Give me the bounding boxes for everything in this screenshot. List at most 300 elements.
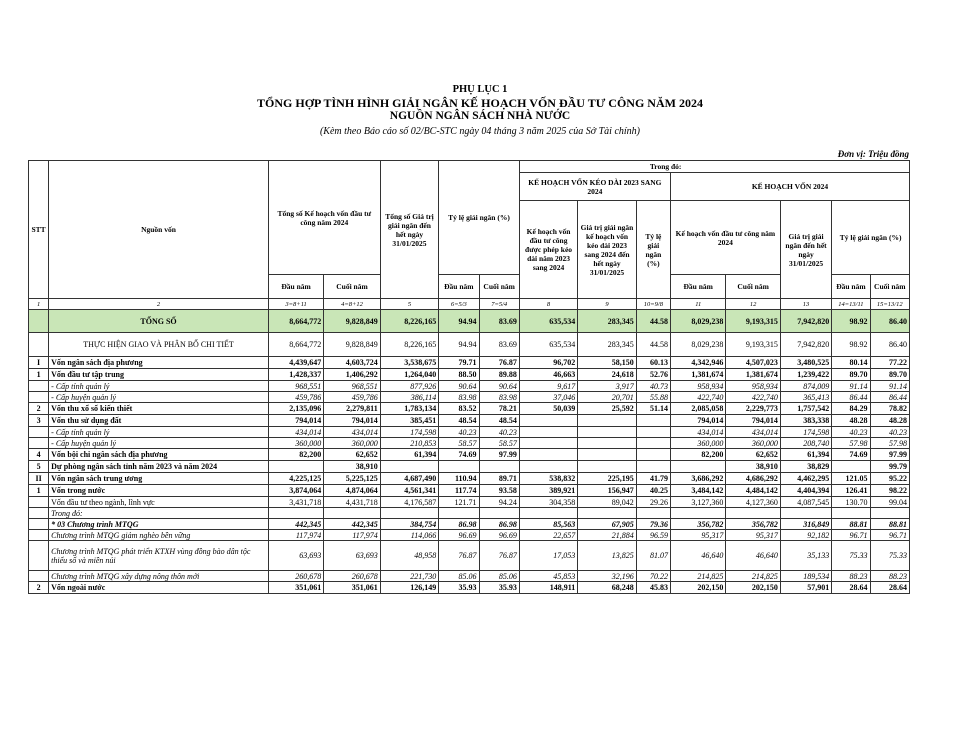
value-cell: 83.52 — [439, 403, 479, 415]
value-cell — [479, 461, 519, 473]
value-cell: 3,538,675 — [380, 357, 438, 369]
value-cell: 351,061 — [324, 582, 380, 594]
value-cell: 13,825 — [578, 541, 636, 571]
col-plan-value: Giá trị giải ngân đến hết ngày 31/01/2025 — [780, 201, 831, 299]
value-cell — [479, 508, 519, 519]
source-name-cell: Vốn trong nước — [49, 485, 269, 497]
value-cell: 1,381,674 — [726, 369, 780, 381]
value-cell: 35,133 — [780, 541, 831, 571]
value-cell — [519, 415, 577, 427]
value-cell — [636, 508, 670, 519]
value-cell: 67,905 — [578, 519, 636, 530]
stt-cell: I — [29, 357, 49, 369]
value-cell: 51.14 — [636, 403, 670, 415]
value-cell: 442,345 — [324, 519, 380, 530]
value-cell: 5,225,125 — [324, 473, 380, 485]
value-cell: 434,014 — [726, 427, 780, 438]
value-cell: 877,926 — [380, 381, 438, 392]
value-cell: 95.22 — [870, 473, 909, 485]
value-cell: 4,603,724 — [324, 357, 380, 369]
value-cell: 3,874,064 — [268, 485, 323, 497]
stt-cell — [29, 508, 49, 519]
value-cell: 86.40 — [870, 333, 909, 357]
value-cell: 794,014 — [268, 415, 323, 427]
value-cell — [578, 508, 636, 519]
value-cell: 83.98 — [439, 392, 479, 403]
source-name-cell: TỔNG SỐ — [49, 310, 269, 333]
source-name-cell: Vốn thu xổ số kiến thiết — [49, 403, 269, 415]
source-name-cell: Vốn ngân sách địa phương — [49, 357, 269, 369]
value-cell: 7,942,820 — [780, 310, 831, 333]
table-row — [29, 473, 910, 485]
index-cell: 6=5/3 — [439, 299, 479, 310]
index-cell: 7=5/4 — [479, 299, 519, 310]
value-cell — [636, 449, 670, 461]
value-cell: 3,686,292 — [671, 473, 726, 485]
table-row — [29, 438, 910, 449]
table-row — [29, 381, 910, 392]
value-cell: 89.88 — [479, 369, 519, 381]
value-cell: 44.58 — [636, 333, 670, 357]
report-title: TỔNG HỢP TÌNH HÌNH GIẢI NGÂN KẾ HOẠCH VỐN ĐẦU TƯ CÔNG NĂM 2024 — [257, 96, 703, 110]
value-cell: 9,617 — [519, 381, 577, 392]
value-cell: 35.93 — [439, 582, 479, 594]
value-cell: 189,534 — [780, 571, 831, 582]
value-cell: 4,484,142 — [726, 485, 780, 497]
value-cell: 48,958 — [380, 541, 438, 571]
value-cell: 89.70 — [870, 369, 909, 381]
table-row — [29, 392, 910, 403]
source-name-cell: Vốn ngoài nước — [49, 582, 269, 594]
value-cell: 40.25 — [636, 485, 670, 497]
value-cell: 25,592 — [578, 403, 636, 415]
value-cell: 88.81 — [870, 519, 909, 530]
value-cell: 4,687,490 — [380, 473, 438, 485]
index-cell: 10=9/8 — [636, 299, 670, 310]
value-cell: 1,239,422 — [780, 369, 831, 381]
value-cell: 2,085,058 — [671, 403, 726, 415]
value-cell: 76.87 — [479, 357, 519, 369]
stt-cell: 2 — [29, 582, 49, 594]
value-cell: 60.13 — [636, 357, 670, 369]
value-cell: 80.14 — [832, 357, 870, 369]
disbursement-table — [28, 160, 910, 594]
value-cell: 55.88 — [636, 392, 670, 403]
value-cell: 84.29 — [832, 403, 870, 415]
table-row — [29, 485, 910, 497]
value-cell: 82,200 — [268, 449, 323, 461]
value-cell: 434,014 — [324, 427, 380, 438]
report-note: (Kèm theo Báo cáo số 02/BC-STC ngày 04 tháng 3 năm 2025 của Sở Tài chính) — [319, 126, 641, 137]
value-cell: 85.06 — [439, 571, 479, 582]
value-cell — [439, 508, 479, 519]
stt-cell — [29, 497, 49, 508]
value-cell: 4,507,023 — [726, 357, 780, 369]
value-cell — [671, 508, 726, 519]
table-row — [29, 403, 910, 415]
value-cell: 121.71 — [439, 497, 479, 508]
value-cell: 283,345 — [578, 310, 636, 333]
value-cell: 174,598 — [780, 427, 831, 438]
value-cell — [636, 427, 670, 438]
appendix-label: PHỤ LỤC 1 — [452, 84, 508, 95]
index-cell: 2 — [49, 299, 269, 310]
stt-cell — [29, 381, 49, 392]
col-end: Cuối năm — [479, 275, 519, 299]
value-cell: 96.69 — [479, 530, 519, 541]
index-cell: 14=13/11 — [832, 299, 870, 310]
source-name-cell: Trong đó: — [49, 508, 269, 519]
index-cell: 5 — [380, 299, 438, 310]
stt-cell: 5 — [29, 461, 49, 473]
value-cell: 96.59 — [636, 530, 670, 541]
value-cell: 4,686,292 — [726, 473, 780, 485]
value-cell: 126.41 — [832, 485, 870, 497]
value-cell: 434,014 — [268, 427, 323, 438]
value-cell: 459,786 — [268, 392, 323, 403]
value-cell — [380, 461, 438, 473]
value-cell: 958,934 — [671, 381, 726, 392]
value-cell: 91.14 — [870, 381, 909, 392]
value-cell: 9,828,849 — [324, 333, 380, 357]
table-row — [29, 571, 910, 582]
col-extended-group: KẾ HOẠCH VỐN KÉO DÀI 2023 SANG 2024 — [519, 173, 670, 201]
value-cell: 76.87 — [479, 541, 519, 571]
value-cell — [780, 508, 831, 519]
value-cell: 62,652 — [324, 449, 380, 461]
value-cell: 46,640 — [726, 541, 780, 571]
value-cell: 3,127,360 — [671, 497, 726, 508]
value-cell — [578, 438, 636, 449]
value-cell: 174,598 — [380, 427, 438, 438]
value-cell: 385,451 — [380, 415, 438, 427]
value-cell: 422,740 — [726, 392, 780, 403]
value-cell: 130.70 — [832, 497, 870, 508]
value-cell: 121.05 — [832, 473, 870, 485]
col-source: Nguồn vốn — [49, 161, 269, 299]
col-start: Đầu năm — [268, 275, 323, 299]
value-cell: 434,014 — [671, 427, 726, 438]
value-cell: 91.14 — [832, 381, 870, 392]
col-stt: STT — [29, 161, 49, 299]
value-cell — [519, 449, 577, 461]
value-cell: 148,911 — [519, 582, 577, 594]
source-name-cell: - Cấp huyện quản lý — [49, 392, 269, 403]
value-cell: 360,000 — [268, 438, 323, 449]
value-cell: 260,678 — [324, 571, 380, 582]
value-cell: 17,053 — [519, 541, 577, 571]
value-cell — [832, 508, 870, 519]
value-cell: 459,786 — [324, 392, 380, 403]
value-cell — [519, 438, 577, 449]
value-cell: 117.74 — [439, 485, 479, 497]
value-cell: 95,317 — [726, 530, 780, 541]
value-cell: 1,757,542 — [780, 403, 831, 415]
value-cell: 90.64 — [439, 381, 479, 392]
value-cell: 360,000 — [671, 438, 726, 449]
value-cell: 38,910 — [726, 461, 780, 473]
index-cell: 12 — [726, 299, 780, 310]
col-total-plan: Tổng số Kế hoạch vốn đầu tư công năm 2024 — [268, 161, 380, 275]
value-cell: 63,693 — [268, 541, 323, 571]
value-cell: 202,150 — [726, 582, 780, 594]
value-cell: 38,829 — [780, 461, 831, 473]
value-cell: 1,406,292 — [324, 369, 380, 381]
value-cell: 63,693 — [324, 541, 380, 571]
value-cell: 81.07 — [636, 541, 670, 571]
value-cell: 44.58 — [636, 310, 670, 333]
value-cell: 85.06 — [479, 571, 519, 582]
value-cell: 4,561,341 — [380, 485, 438, 497]
value-cell: 40.23 — [439, 427, 479, 438]
value-cell: 88.23 — [832, 571, 870, 582]
value-cell: 89.70 — [832, 369, 870, 381]
col-in-which: Trong đó: — [519, 161, 909, 173]
stt-cell — [29, 333, 49, 357]
value-cell: 37,046 — [519, 392, 577, 403]
value-cell: 61,394 — [780, 449, 831, 461]
value-cell: 70.22 — [636, 571, 670, 582]
col-total-disbursed: Tổng số Giá trị giải ngân đến hết ngày 31/01/2025 — [380, 161, 438, 299]
value-cell: 57.98 — [870, 438, 909, 449]
value-cell: 383,338 — [780, 415, 831, 427]
value-cell: 9,828,849 — [324, 310, 380, 333]
source-name-cell: Dự phòng ngân sách tỉnh năm 2023 và năm 2024 — [49, 461, 269, 473]
value-cell: 32,196 — [578, 571, 636, 582]
value-cell: 4,439,647 — [268, 357, 323, 369]
value-cell: 40.23 — [479, 427, 519, 438]
value-cell: 40.23 — [870, 427, 909, 438]
index-cell: 3=8+11 — [268, 299, 323, 310]
value-cell: 58.57 — [479, 438, 519, 449]
source-name-cell: - Cấp huyện quản lý — [49, 438, 269, 449]
value-cell: 97.99 — [870, 449, 909, 461]
value-cell: 35.93 — [479, 582, 519, 594]
value-cell: 117,974 — [324, 530, 380, 541]
value-cell: 74.69 — [832, 449, 870, 461]
value-cell: 8,029,238 — [671, 333, 726, 357]
value-cell: 20,701 — [578, 392, 636, 403]
value-cell: 48.28 — [832, 415, 870, 427]
col-end: Cuối năm — [726, 275, 780, 299]
col-start: Đầu năm — [832, 275, 870, 299]
value-cell: 422,740 — [671, 392, 726, 403]
value-cell: 4,404,394 — [780, 485, 831, 497]
value-cell: 83.98 — [479, 392, 519, 403]
value-cell — [870, 508, 909, 519]
source-name-cell: Vốn ngân sách trung ương — [49, 473, 269, 485]
value-cell: 117,974 — [268, 530, 323, 541]
value-cell — [439, 461, 479, 473]
value-cell: 386,114 — [380, 392, 438, 403]
value-cell — [671, 461, 726, 473]
value-cell: 968,551 — [324, 381, 380, 392]
stt-cell — [29, 310, 49, 333]
value-cell: 2,229,773 — [726, 403, 780, 415]
value-cell: 88.50 — [439, 369, 479, 381]
value-cell: 4,462,295 — [780, 473, 831, 485]
value-cell: 283,345 — [578, 333, 636, 357]
value-cell: 8,029,238 — [671, 310, 726, 333]
col-plan-rate: Tỷ lệ giải ngân (%) — [832, 201, 910, 275]
value-cell: 74.69 — [439, 449, 479, 461]
value-cell: 794,014 — [324, 415, 380, 427]
value-cell: 22,657 — [519, 530, 577, 541]
value-cell — [578, 461, 636, 473]
table-row — [29, 449, 910, 461]
value-cell: 4,176,587 — [380, 497, 438, 508]
value-cell: 99.79 — [870, 461, 909, 473]
value-cell: 82,200 — [671, 449, 726, 461]
value-cell: 214,825 — [671, 571, 726, 582]
value-cell — [324, 508, 380, 519]
col-ext-rate: Tỷ lệ giải ngân (%) — [636, 201, 670, 299]
value-cell: 1,381,674 — [671, 369, 726, 381]
value-cell: 58.57 — [439, 438, 479, 449]
stt-cell: 1 — [29, 485, 49, 497]
table-row — [29, 357, 910, 369]
value-cell: 442,345 — [268, 519, 323, 530]
value-cell: 94.94 — [439, 310, 479, 333]
value-cell: 40.23 — [832, 427, 870, 438]
value-cell: 114,066 — [380, 530, 438, 541]
value-cell: 48.54 — [439, 415, 479, 427]
value-cell: 46,663 — [519, 369, 577, 381]
value-cell: 88.23 — [870, 571, 909, 582]
value-cell: 83.69 — [479, 333, 519, 357]
value-cell — [832, 461, 870, 473]
value-cell: 97.99 — [479, 449, 519, 461]
stt-cell: 4 — [29, 449, 49, 461]
value-cell: 126,149 — [380, 582, 438, 594]
value-cell: 316,849 — [780, 519, 831, 530]
value-cell: 110.94 — [439, 473, 479, 485]
col-plan-2024: Kế hoạch vốn đầu tư công năm 2024 — [671, 201, 781, 275]
value-cell: 50,039 — [519, 403, 577, 415]
stt-cell — [29, 541, 49, 571]
table-row — [29, 497, 910, 508]
value-cell — [519, 461, 577, 473]
value-cell: 75.33 — [870, 541, 909, 571]
table-header — [29, 161, 910, 299]
table-row — [29, 541, 910, 571]
value-cell: 794,014 — [671, 415, 726, 427]
value-cell: 8,226,165 — [380, 333, 438, 357]
value-cell: 95,317 — [671, 530, 726, 541]
value-cell: 46,640 — [671, 541, 726, 571]
value-cell: 1,264,040 — [380, 369, 438, 381]
table-row — [29, 415, 910, 427]
value-cell: 351,061 — [268, 582, 323, 594]
value-cell: 4,127,360 — [726, 497, 780, 508]
stt-cell: 1 — [29, 369, 49, 381]
value-cell: 40.73 — [636, 381, 670, 392]
value-cell — [519, 508, 577, 519]
value-cell: 77.22 — [870, 357, 909, 369]
source-name-cell: Vốn bội chi ngân sách địa phương — [49, 449, 269, 461]
value-cell: 90.64 — [479, 381, 519, 392]
value-cell: 4,342,946 — [671, 357, 726, 369]
value-cell: 8,664,772 — [268, 310, 323, 333]
value-cell: 61,394 — [380, 449, 438, 461]
value-cell: 538,832 — [519, 473, 577, 485]
table-row — [29, 369, 910, 381]
value-cell: 86.44 — [832, 392, 870, 403]
source-name-cell: Chương trình MTQG xây dựng nông thôn mới — [49, 571, 269, 582]
index-cell: 8 — [519, 299, 577, 310]
col-start: Đầu năm — [671, 275, 726, 299]
table-row — [29, 310, 910, 333]
value-cell: 260,678 — [268, 571, 323, 582]
value-cell: 38,910 — [324, 461, 380, 473]
value-cell: 225,195 — [578, 473, 636, 485]
index-cell: 11 — [671, 299, 726, 310]
value-cell: 58,150 — [578, 357, 636, 369]
value-cell: 45.83 — [636, 582, 670, 594]
value-cell: 2,279,811 — [324, 403, 380, 415]
value-cell: 4,225,125 — [268, 473, 323, 485]
value-cell: 78.82 — [870, 403, 909, 415]
value-cell: 3,480,525 — [780, 357, 831, 369]
value-cell: 62,652 — [726, 449, 780, 461]
value-cell: 94.94 — [439, 333, 479, 357]
value-cell: 1,783,134 — [380, 403, 438, 415]
col-end: Cuối năm — [870, 275, 909, 299]
value-cell: 9,193,315 — [726, 310, 780, 333]
value-cell: 958,934 — [726, 381, 780, 392]
col-start: Đầu năm — [439, 275, 479, 299]
value-cell — [726, 508, 780, 519]
value-cell: 83.69 — [479, 310, 519, 333]
value-cell: 7,942,820 — [780, 333, 831, 357]
table-body — [29, 299, 910, 594]
value-cell: 4,431,718 — [324, 497, 380, 508]
value-cell: 75.33 — [832, 541, 870, 571]
value-cell: 304,358 — [519, 497, 577, 508]
index-row — [29, 299, 910, 310]
value-cell: 79.71 — [439, 357, 479, 369]
value-cell: 48.28 — [870, 415, 909, 427]
value-cell: 874,009 — [780, 381, 831, 392]
value-cell: 28.64 — [870, 582, 909, 594]
value-cell: 389,921 — [519, 485, 577, 497]
index-cell: 9 — [578, 299, 636, 310]
unit-label: Đơn vị: Triệu đồng — [837, 149, 909, 159]
value-cell: 92,182 — [780, 530, 831, 541]
value-cell: 57.98 — [832, 438, 870, 449]
value-cell: 356,782 — [726, 519, 780, 530]
value-cell: 221,730 — [380, 571, 438, 582]
value-cell: 99.04 — [870, 497, 909, 508]
stt-cell: 3 — [29, 415, 49, 427]
value-cell: 635,534 — [519, 333, 577, 357]
index-cell: 1 — [29, 299, 49, 310]
value-cell — [268, 508, 323, 519]
value-cell — [519, 427, 577, 438]
value-cell: 356,782 — [671, 519, 726, 530]
table-row — [29, 333, 910, 357]
value-cell — [578, 427, 636, 438]
stt-cell — [29, 571, 49, 582]
value-cell: 94.24 — [479, 497, 519, 508]
value-cell — [578, 449, 636, 461]
source-name-cell: Chương trình MTQG phát triển KTXH vùng đồng bào dân tộc thiểu số và miền núi — [49, 541, 269, 571]
source-name-cell: Vốn đầu tư theo ngành, lĩnh vực — [49, 497, 269, 508]
value-cell: 48.54 — [479, 415, 519, 427]
col-rate: Tỷ lệ giải ngân (%) — [439, 161, 520, 275]
index-cell: 15=13/12 — [870, 299, 909, 310]
value-cell: 24,618 — [578, 369, 636, 381]
